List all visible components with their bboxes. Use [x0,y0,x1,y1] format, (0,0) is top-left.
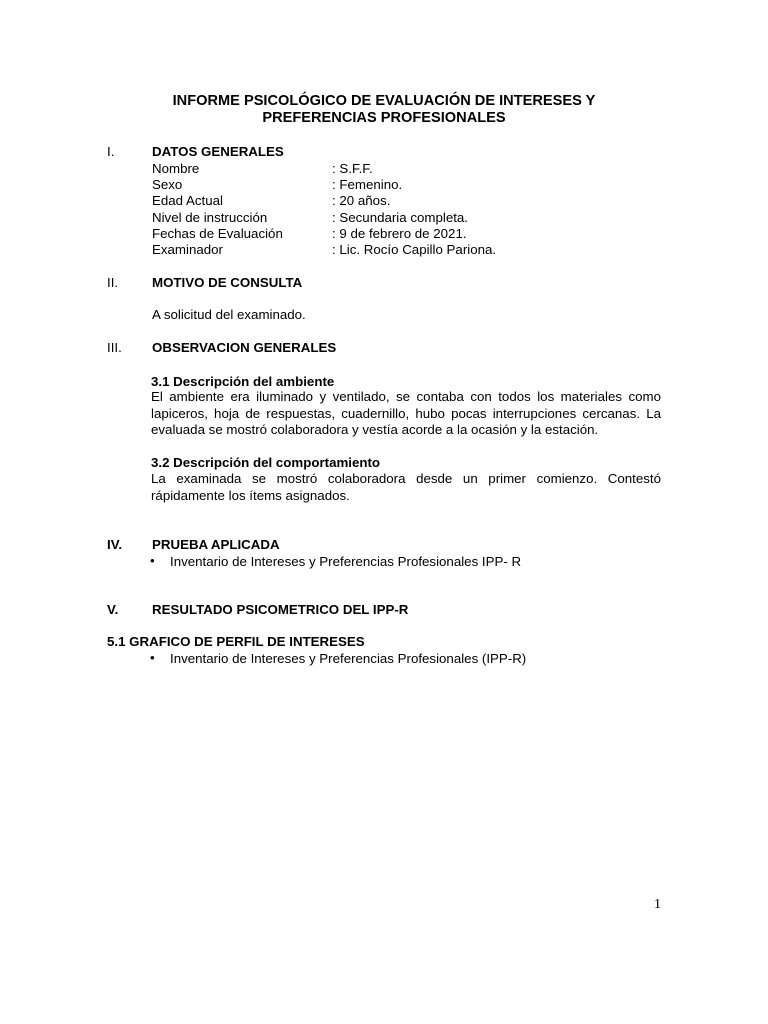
subsection-3-2-paragraph [151,471,661,504]
document-title-line-2: PREFERENCIAS PROFESIONALES [262,110,506,126]
document-title-line-1: INFORME PSICOLÓGICO DE EVALUACIÓN DE INTERESES Y [172,93,596,109]
page-number: 1 [654,897,661,912]
field-label-edad: Edad Actual [152,193,223,208]
field-label-fechas: Fechas de Evaluación [152,226,283,241]
field-value-fechas: : 9 de febrero de 2021. [332,226,467,241]
section-2-text: A solicitud del examinado. [152,307,306,322]
paragraph-line: rápidamente los ítems asignados. [151,487,350,503]
paragraph-line: lapiceros, hoja de respuestas, cuadernillo, hubo pocas interrupciones cercanas. La [151,405,661,421]
field-value-nivel: : Secundaria completa. [332,210,469,225]
section-1-numeral: I. [107,144,115,159]
section-4-list-item: Inventario de Intereses y Preferencias Profesionales IPP- R [170,554,522,569]
section-4-numeral: IV. [107,537,123,552]
section-3-heading: OBSERVACION GENERALES [152,340,337,355]
section-1-heading: DATOS GENERALES [152,144,284,159]
section-2-numeral: II. [107,275,119,290]
field-value-edad: : 20 años. [332,193,391,208]
field-label-examinador: Examinador [152,242,223,257]
section-5-list-item: Inventario de Intereses y Preferencias Profesionales (IPP-R) [170,651,527,666]
bullet-icon: • [150,553,155,568]
section-5-heading: RESULTADO PSICOMETRICO DEL IPP-R [152,602,409,617]
section-5-numeral: V. [107,602,119,617]
bullet-icon: • [150,650,155,665]
paragraph-line: evaluada se mostró colaboradora y vestía acorde a la ocasión y la estación. [151,422,599,437]
paragraph-line: La examinada se mostró colaboradora desde un primer comienzo. Contestó [151,471,661,486]
field-label-sexo: Sexo [152,177,183,192]
subsection-3-1-heading: 3.1 Descripción del ambiente [151,374,335,389]
section-2-heading: MOTIVO DE CONSULTA [152,275,303,290]
subsection-3-1-paragraph [151,389,661,439]
subsection-5-1-heading: 5.1 GRAFICO DE PERFIL DE INTERESES [107,634,365,649]
section-4-heading: PRUEBA APLICADA [152,537,280,552]
field-label-nivel: Nivel de instrucción [152,210,268,225]
subsection-3-2-heading: 3.2 Descripción del comportamiento [151,455,381,470]
field-label-nombre: Nombre [152,161,200,176]
paragraph-line: El ambiente era iluminado y ventilado, se contaba con todos los materiales como [151,389,661,404]
field-value-nombre: : S.F.F. [332,161,373,176]
field-value-examinador: : Lic. Rocío Capillo Pariona. [332,242,497,257]
section-3-numeral: III. [107,340,122,355]
field-value-sexo: : Femenino. [332,177,403,192]
